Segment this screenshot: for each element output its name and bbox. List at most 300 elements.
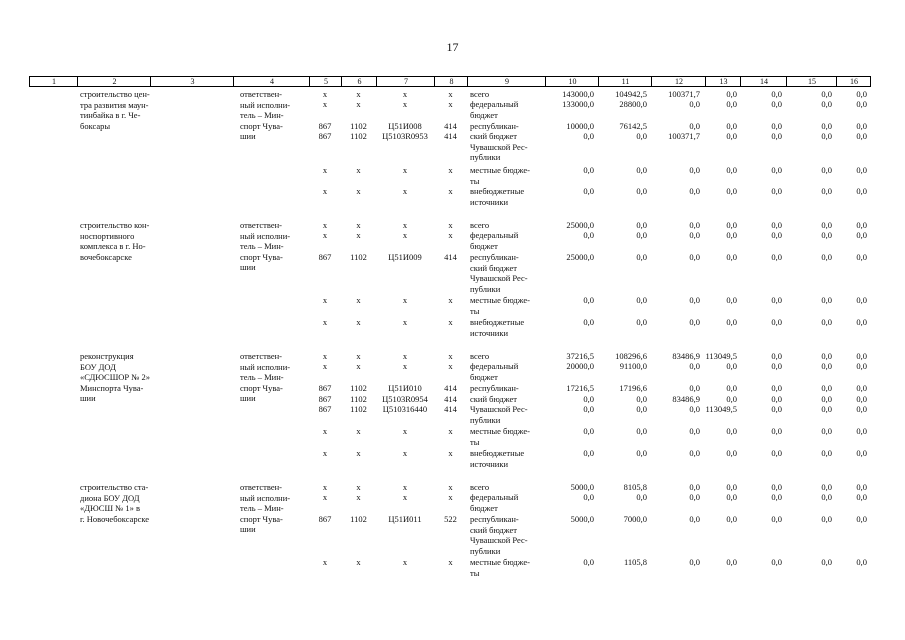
cell-vr: 414 [444,121,457,131]
funding-source-line: ский бюджет [470,394,517,404]
value-cell: 0,0 [771,131,782,141]
funding-source-line: публики [470,414,501,425]
value-cell: 0,0 [856,220,867,230]
cell-rzpr: 1102 [350,121,367,131]
value-cell: 0,0 [771,514,782,524]
cell-grbs: 867 [318,131,332,141]
cell-csr: x [402,557,408,567]
value-cell: 113049,5 [705,351,737,361]
value-cell: 0,0 [726,165,737,175]
funding-source-line: ты [470,305,480,316]
value-cell: 0,0 [726,514,737,524]
cell-csr: Ц51И010 [388,383,422,393]
value-cell: 0,0 [689,361,700,371]
header-cell-2: 2 [112,77,117,86]
value-cell: 0,0 [771,426,782,436]
cell-grbs: 867 [318,514,332,524]
funding-source-line: ты [470,567,480,578]
event-name-line: строительство цен- [80,89,150,99]
funding-source-line: федеральный [470,492,519,502]
cell-csr: x [402,295,408,305]
value-cell: 0,0 [821,557,832,567]
value-cell: 0,0 [771,252,782,262]
value-cell: 25000,0 [566,252,594,262]
value-cell: 0,0 [771,230,782,240]
responsible-line: тель – Мин- [240,372,284,382]
cell-rzpr: x [356,99,361,109]
responsible-line: ный исполни- [240,99,291,110]
cell-csr: x [402,492,408,502]
value-cell: 0,0 [821,448,832,458]
value-cell: 5000,0 [570,514,594,524]
cell-rzpr: 1102 [350,131,367,141]
header-cell-16: 16 [850,77,858,86]
value-cell: 0,0 [856,121,867,131]
cell-rzpr: 1102 [350,383,367,393]
value-cell: 20000,0 [566,361,594,371]
value-cell: 0,0 [771,404,782,414]
value-cell: 0,0 [856,448,867,458]
value-cell: 0,0 [636,230,647,240]
funding-source-line: внебюджетные [470,317,525,327]
cell-csr: x [402,426,408,436]
value-cell: 0,0 [583,426,594,436]
funding-source-line: публики [470,152,501,162]
value-cell: 0,0 [689,295,700,305]
value-cell: 0,0 [771,89,782,99]
value-cell: 0,0 [856,514,867,524]
cell-vr: x [448,492,453,502]
cell-rzpr: x [356,351,361,361]
responsible-line: ответствен- [240,351,283,361]
value-cell: 0,0 [583,492,594,502]
cell-rzpr: x [356,492,361,502]
event-name-line: вочебоксарске [80,251,132,262]
funding-source-line: источники [470,327,509,338]
cell-rzpr: x [356,220,361,230]
value-cell: 0,0 [856,295,867,305]
event-name-line: тра развития маун- [80,99,149,110]
value-cell: 0,0 [583,557,594,567]
cell-rzpr: x [356,448,361,458]
event-name-line: строительство ста- [80,482,149,492]
event-name-line: шии [80,393,96,403]
funding-source-line: публики [470,545,501,556]
header-separator [341,77,342,86]
value-cell: 0,0 [771,557,782,567]
value-cell: 0,0 [771,99,782,109]
funding-source-line: федеральный [470,99,519,109]
cell-vr: x [448,482,453,492]
value-cell: 0,0 [856,89,867,99]
cell-grbs: x [322,317,328,327]
value-cell: 17196,6 [619,383,647,393]
cell-rzpr: x [356,426,361,436]
cell-grbs: 867 [318,394,332,404]
event-name-line: реконструкция [80,351,134,361]
value-cell: 0,0 [583,165,594,175]
funding-source-line: бюджет [470,240,498,251]
header-separator [434,77,435,86]
value-cell: 0,0 [821,351,832,361]
value-cell: 0,0 [726,220,737,230]
value-cell: 0,0 [689,514,700,524]
value-cell: 0,0 [821,186,832,196]
value-cell: 0,0 [771,121,782,131]
responsible-line: спорт Чува- [240,251,283,262]
value-cell: 0,0 [583,131,594,141]
value-cell: 100371,7 [668,131,700,141]
cell-rzpr: x [356,361,361,371]
value-cell: 7000,0 [623,514,647,524]
table-header-row [29,76,871,87]
value-cell: 0,0 [689,448,700,458]
cell-grbs: 867 [318,252,332,262]
value-cell: 1105,8 [623,557,647,567]
funding-source-line: бюджет [470,371,498,382]
funding-source-line: внебюджетные [470,448,525,458]
value-cell: 0,0 [771,295,782,305]
value-cell: 0,0 [689,230,700,240]
responsible-line: шии [240,262,256,272]
value-cell: 108296,6 [615,351,647,361]
value-cell: 0,0 [726,131,737,141]
responsible-line: тель – Мин- [240,241,284,251]
value-cell: 0,0 [726,89,737,99]
funding-source-line: источники [470,196,509,207]
value-cell: 0,0 [726,121,737,131]
value-cell: 17216,5 [566,383,594,393]
cell-vr: 414 [444,394,457,404]
value-cell: 0,0 [821,482,832,492]
cell-grbs: x [322,99,328,109]
cell-csr: Ц510316440 [382,404,428,414]
cell-grbs: x [322,89,328,99]
responsible-line: шии [240,131,256,141]
funding-source-line: республикан- [470,252,519,262]
cell-csr: x [402,230,408,240]
value-cell: 0,0 [726,317,737,327]
header-separator [740,77,741,86]
cell-grbs: x [322,482,328,492]
header-cell-4: 4 [270,77,274,86]
cell-vr: x [448,557,453,567]
cell-vr: 414 [444,252,457,262]
value-cell: 0,0 [771,394,782,404]
header-cell-8: 8 [449,77,454,86]
value-cell: 0,0 [856,482,867,492]
funding-source-line: местные бюдже- [470,295,530,305]
value-cell: 0,0 [771,165,782,175]
value-cell: 0,0 [856,383,867,393]
value-cell: 0,0 [726,492,737,502]
cell-grbs: 867 [318,383,332,393]
cell-vr: x [448,351,453,361]
value-cell: 0,0 [689,121,700,131]
value-cell: 0,0 [771,351,782,361]
funding-source-line: республикан- [470,514,519,524]
cell-csr: x [402,165,408,175]
cell-rzpr: x [356,557,361,567]
event-name-line: «ДЮСШ № 1» в [80,503,141,513]
cell-grbs: x [322,492,328,502]
funding-source-line: местные бюдже- [470,426,530,436]
funding-source-line: ты [470,436,480,447]
cell-csr: x [402,220,408,230]
value-cell: 0,0 [771,361,782,371]
value-cell: 0,0 [689,383,700,393]
value-cell: 0,0 [689,252,700,262]
value-cell: 0,0 [636,295,647,305]
cell-csr: x [402,89,408,99]
funding-source-line: всего [470,89,490,99]
cell-grbs: x [322,351,328,361]
cell-csr: Ц51И008 [388,121,422,131]
value-cell: 0,0 [856,131,867,141]
cell-vr: x [448,220,453,230]
value-cell: 0,0 [856,351,867,361]
value-cell: 0,0 [856,186,867,196]
header-cell-14: 14 [760,77,768,86]
value-cell: 5000,0 [570,482,594,492]
value-cell: 0,0 [726,252,737,262]
cell-csr: x [402,361,408,371]
header-separator [150,77,151,86]
value-cell: 91100,0 [619,361,647,371]
value-cell: 0,0 [636,186,647,196]
value-cell: 76142,5 [619,121,647,131]
event-name-line: г. Новочебоксарске [80,513,150,524]
cell-vr: 414 [444,404,457,414]
cell-grbs: x [322,165,328,175]
value-cell: 0,0 [726,99,737,109]
value-cell: 0,0 [726,295,737,305]
cell-vr: x [448,448,453,458]
value-cell: 0,0 [771,186,782,196]
header-cell-15: 15 [808,77,816,86]
value-cell: 0,0 [821,404,832,414]
value-cell: 0,0 [726,383,737,393]
value-cell: 0,0 [636,404,647,414]
header-separator [233,77,234,86]
header-separator [545,77,546,86]
header-separator [77,77,78,86]
value-cell: 0,0 [856,165,867,175]
header-cell-10: 10 [568,77,577,86]
funding-source-line: федеральный [470,361,519,371]
cell-csr: x [402,351,408,361]
cell-csr: Ц5103R0954 [382,394,428,404]
cell-vr: x [448,186,453,196]
cell-grbs: x [322,186,328,196]
value-cell: 0,0 [771,383,782,393]
responsible-line: ный исполни- [240,230,291,241]
value-cell: 0,0 [821,131,832,141]
value-cell: 0,0 [821,252,832,262]
header-separator [786,77,787,86]
value-cell: 0,0 [726,557,737,567]
cell-rzpr: x [356,317,361,327]
header-separator [467,77,468,86]
cell-vr: x [448,426,453,436]
value-cell: 0,0 [821,394,832,404]
header-separator [598,77,599,86]
cell-csr: Ц51И011 [388,514,422,524]
value-cell: 0,0 [856,426,867,436]
funding-source-line: Чувашской Рес- [470,141,528,152]
value-cell: 0,0 [689,317,700,327]
funding-source-line: источники [470,458,509,469]
value-cell: 0,0 [771,482,782,492]
cell-grbs: x [322,361,328,371]
value-cell: 0,0 [856,230,867,240]
responsible-line: тель – Мин- [240,110,284,120]
event-name-line: комплекса в г. Но- [80,241,146,251]
value-cell: 0,0 [636,448,647,458]
value-cell: 133000,0 [562,99,594,109]
cell-csr: x [402,482,408,492]
value-cell: 0,0 [821,361,832,371]
header-separator [705,77,706,86]
funding-source-line: федеральный [470,230,519,240]
value-cell: 0,0 [689,220,700,230]
cell-vr: x [448,317,453,327]
header-cell-1: 1 [52,77,56,86]
header-separator [309,77,310,86]
value-cell: 0,0 [689,99,700,109]
value-cell: 0,0 [726,426,737,436]
value-cell: 0,0 [821,220,832,230]
value-cell: 0,0 [583,448,594,458]
responsible-line: спорт Чува- [240,513,283,524]
funding-source-line: местные бюдже- [470,557,530,567]
value-cell: 143000,0 [562,89,594,99]
cell-vr: 414 [444,131,457,141]
value-cell: 0,0 [821,230,832,240]
event-name-line: боксары [80,120,111,131]
value-cell: 0,0 [583,394,594,404]
value-cell: 0,0 [856,99,867,109]
value-cell: 0,0 [689,426,700,436]
value-cell: 8105,8 [623,482,647,492]
header-separator [376,77,377,86]
value-cell: 100371,7 [668,89,700,99]
header-cell-6: 6 [357,77,362,86]
value-cell: 0,0 [636,165,647,175]
value-cell: 104942,5 [615,89,647,99]
funding-source-line: всего [470,351,490,361]
page-number: 17 [446,40,459,54]
funding-source-line: местные бюдже- [470,165,530,175]
cell-grbs: x [322,557,328,567]
value-cell: 0,0 [689,482,700,492]
cell-vr: x [448,89,453,99]
funding-source-line: Чувашской Рес- [470,535,528,545]
value-cell: 0,0 [636,394,647,404]
cell-rzpr: 1102 [350,394,367,404]
value-cell: 37216,5 [566,351,594,361]
responsible-line: спорт Чува- [240,382,283,393]
event-name-line: строительство кон- [80,220,150,230]
cell-grbs: 867 [318,121,332,131]
header-separator [836,77,837,86]
value-cell: 0,0 [636,426,647,436]
value-cell: 0,0 [821,426,832,436]
value-cell: 0,0 [771,492,782,502]
cell-vr: 522 [444,514,457,524]
value-cell: 10000,0 [566,121,594,131]
cell-csr: x [402,448,408,458]
responsible-line: спорт Чува- [240,120,283,131]
value-cell: 0,0 [856,317,867,327]
value-cell: 0,0 [726,361,737,371]
responsible-line: ный исполни- [240,492,291,503]
event-name-line: диона БОУ ДОД [80,492,140,503]
value-cell: 0,0 [821,317,832,327]
value-cell: 0,0 [856,394,867,404]
cell-rzpr: x [356,89,361,99]
event-name-line: тинбайка в г. Че- [80,110,141,120]
value-cell: 83486,9 [672,351,700,361]
header-cell-12: 12 [675,77,683,86]
cell-rzpr: 1102 [350,404,367,414]
cell-csr: x [402,99,408,109]
cell-rzpr: 1102 [350,252,367,262]
funding-source-line: Чувашской Рес- [470,404,528,414]
cell-rzpr: x [356,482,361,492]
event-name-line: «СДЮСШОР № 2» [80,372,151,382]
value-cell: 0,0 [821,492,832,502]
header-cell-11: 11 [621,77,630,86]
value-cell: 0,0 [821,89,832,99]
value-cell: 0,0 [856,557,867,567]
cell-vr: x [448,99,453,109]
value-cell: 0,0 [689,492,700,502]
value-cell: 0,0 [689,186,700,196]
funding-source-line: ский бюджет [470,524,517,535]
funding-source-line: ский бюджет [470,131,517,141]
event-name-line: носпортивного [80,230,135,241]
responsible-line: ответствен- [240,220,283,230]
value-cell: 0,0 [856,492,867,502]
header-cell-5: 5 [324,77,328,86]
cell-grbs: x [322,448,328,458]
value-cell: 0,0 [583,295,594,305]
value-cell: 0,0 [821,121,832,131]
value-cell: 0,0 [726,186,737,196]
value-cell: 0,0 [583,404,594,414]
value-cell: 0,0 [726,448,737,458]
cell-vr: x [448,165,453,175]
funding-source-line: республикан- [470,121,519,131]
header-cell-9: 9 [505,77,509,86]
cell-rzpr: 1102 [350,514,367,524]
cell-rzpr: x [356,295,361,305]
event-name-line: БОУ ДОД [80,361,116,372]
value-cell: 0,0 [726,394,737,404]
funding-source-line: бюджет [470,109,498,120]
value-cell: 0,0 [689,165,700,175]
cell-vr: x [448,230,453,240]
value-cell: 0,0 [856,404,867,414]
cell-rzpr: x [356,186,361,196]
value-cell: 113049,5 [705,404,737,414]
value-cell: 0,0 [821,99,832,109]
funding-source-line: Чувашской Рес- [470,273,528,283]
responsible-line: ответствен- [240,482,283,492]
value-cell: 0,0 [771,220,782,230]
header-separator [651,77,652,86]
